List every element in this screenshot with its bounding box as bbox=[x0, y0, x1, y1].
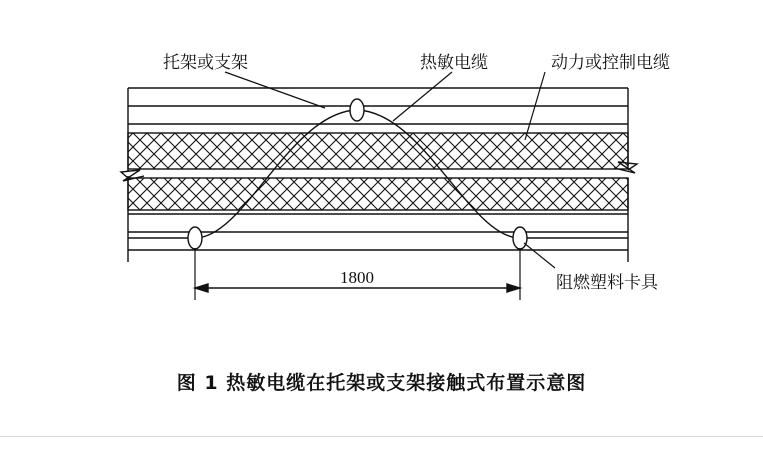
dimension-value: 1800 bbox=[340, 268, 374, 287]
label-bracket: 托架或支架 bbox=[163, 53, 248, 73]
label-clamp: 阻燃塑料卡具 bbox=[556, 273, 658, 293]
figure-caption: 图 1 热敏电缆在托架或支架接触式布置示意图 bbox=[176, 372, 587, 394]
clamp-trough-right bbox=[513, 227, 527, 249]
clamp-crest bbox=[350, 99, 364, 121]
clamp-trough-left bbox=[188, 227, 202, 249]
page-divider bbox=[0, 436, 763, 437]
power-cable-band-upper bbox=[128, 133, 628, 169]
tray-lower-lines bbox=[128, 214, 628, 250]
tray-upper-lines bbox=[128, 88, 628, 124]
label-heat-cable: 热敏电缆 bbox=[420, 53, 488, 73]
heat-sensitive-cable-wave bbox=[128, 110, 628, 238]
power-cable-band-lower bbox=[128, 178, 628, 210]
label-power-cable: 动力或控制电缆 bbox=[551, 53, 670, 73]
